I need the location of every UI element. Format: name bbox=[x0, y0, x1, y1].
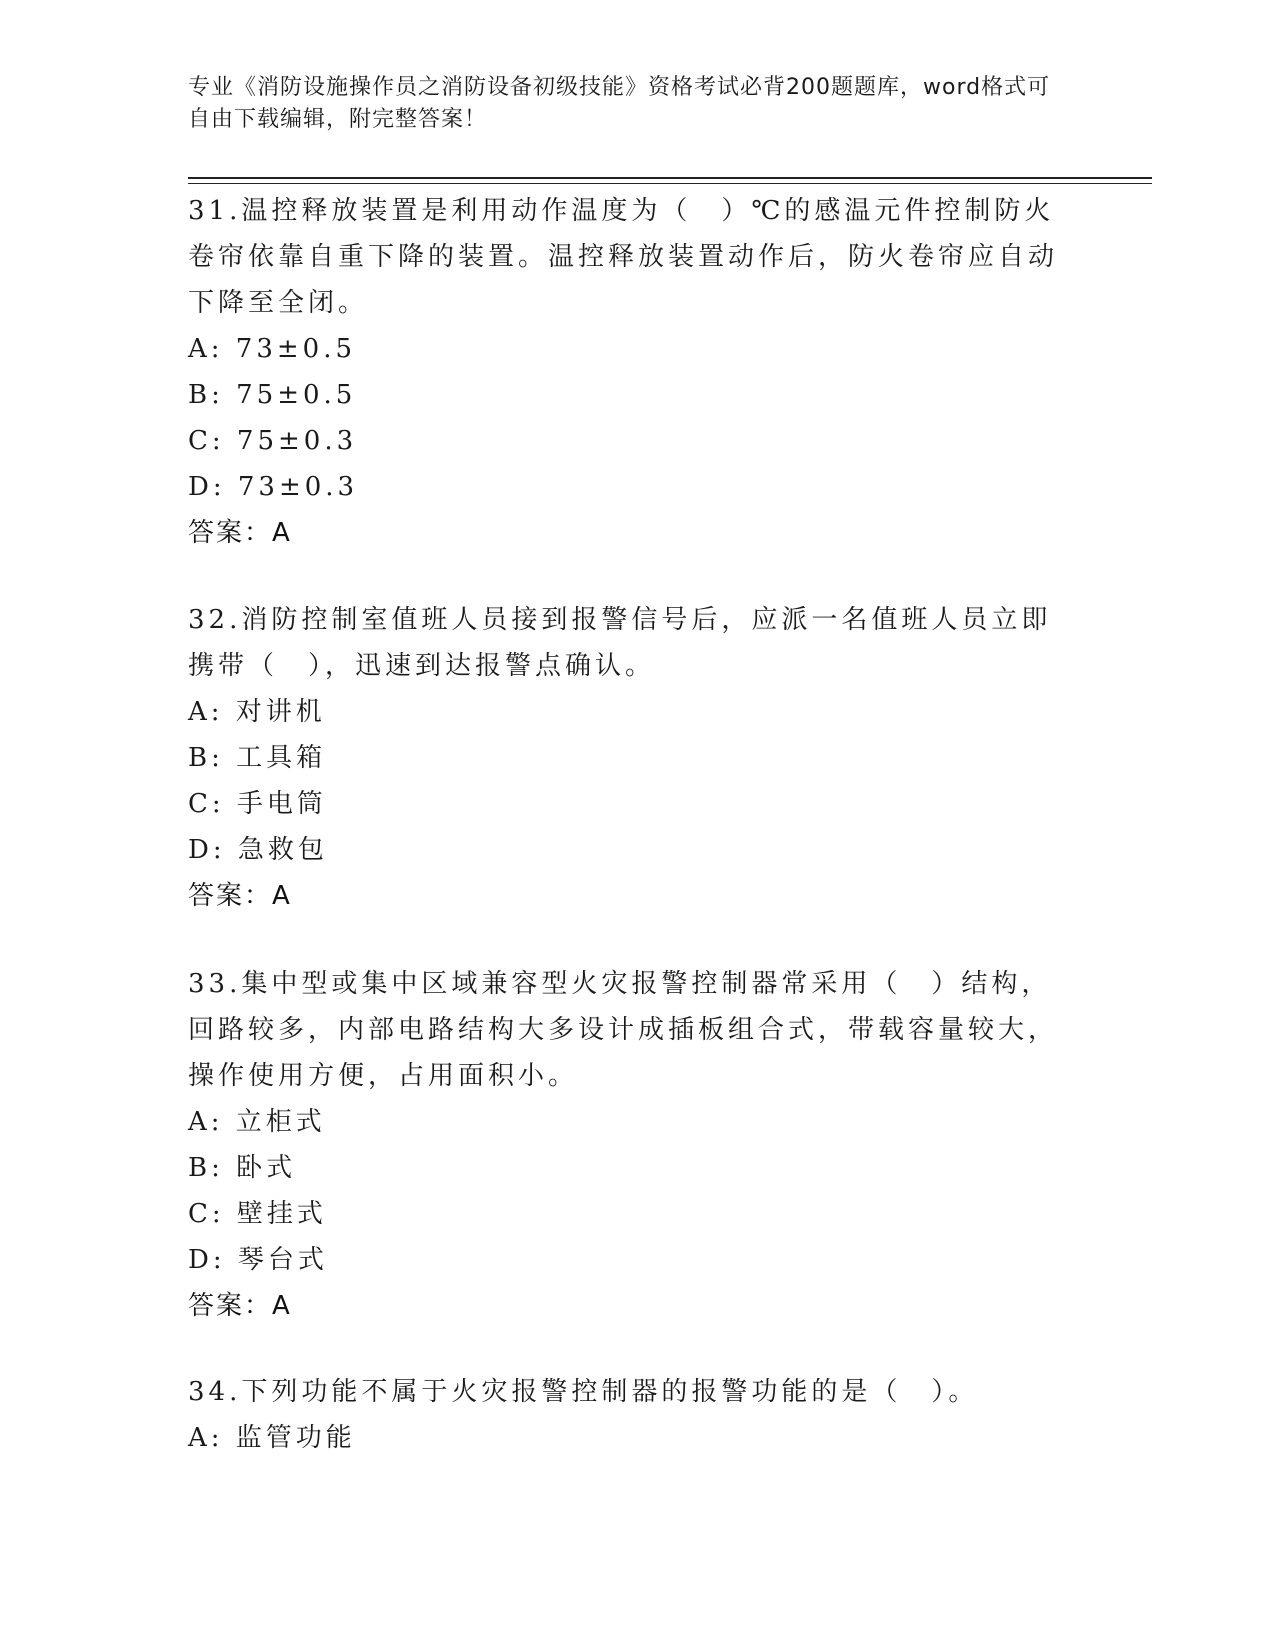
option-d: D: 73±0.3 bbox=[188, 472, 359, 502]
question-31 bbox=[188, 188, 1068, 556]
header-divider-thin bbox=[188, 183, 1152, 184]
option-a: A: 对讲机 bbox=[188, 697, 326, 727]
answer: 答案：A bbox=[188, 518, 292, 548]
option-b: B: 75±0.5 bbox=[188, 380, 357, 410]
option-b: B: 卧式 bbox=[188, 1153, 297, 1183]
option-c: C: 手电筒 bbox=[188, 789, 327, 819]
option-d: D: 琴台式 bbox=[188, 1245, 328, 1275]
option-c: C: 75±0.3 bbox=[188, 426, 358, 456]
question-stem: 33.集中型或集中区域兼容型火灾报警控制器常采用（ ）结构，回路较多，内部电路结构大多设计成插板组合式，带载容量较大，操作使用方便，占用面积小。 bbox=[188, 969, 1059, 1091]
question-32 bbox=[188, 597, 1068, 919]
option-a: A: 73±0.5 bbox=[188, 334, 357, 364]
question-33 bbox=[188, 961, 1068, 1329]
option-a: A: 立柜式 bbox=[188, 1107, 326, 1137]
option-d: D: 急救包 bbox=[188, 835, 328, 865]
answer: 答案：A bbox=[188, 881, 292, 911]
answer: 答案：A bbox=[188, 1291, 292, 1321]
option-c: C: 壁挂式 bbox=[188, 1199, 327, 1229]
option-b: B: 工具箱 bbox=[188, 743, 327, 773]
question-34 bbox=[188, 1369, 1068, 1461]
header-divider-thick bbox=[188, 177, 1152, 179]
question-stem: 32.消防控制室值班人员接到报警信号后，应派一名值班人员立即携带（ ），迅速到达报警点确认。 bbox=[188, 605, 1052, 681]
document-header: 专业《消防设施操作员之消防设备初级技能》资格考试必背200题题库，word格式可自由下载编辑，附完整答案！ bbox=[188, 75, 1051, 132]
question-stem: 34.下列功能不属于火灾报警控制器的报警功能的是（ ）。 bbox=[188, 1377, 979, 1407]
question-stem: 31.温控释放装置是利用动作温度为（ ）℃的感温元件控制防火卷帘依靠自重下降的装置。温控释放装置动作后，防火卷帘应自动下降至全闭。 bbox=[188, 196, 1059, 318]
option-a: A: 监管功能 bbox=[188, 1423, 356, 1453]
